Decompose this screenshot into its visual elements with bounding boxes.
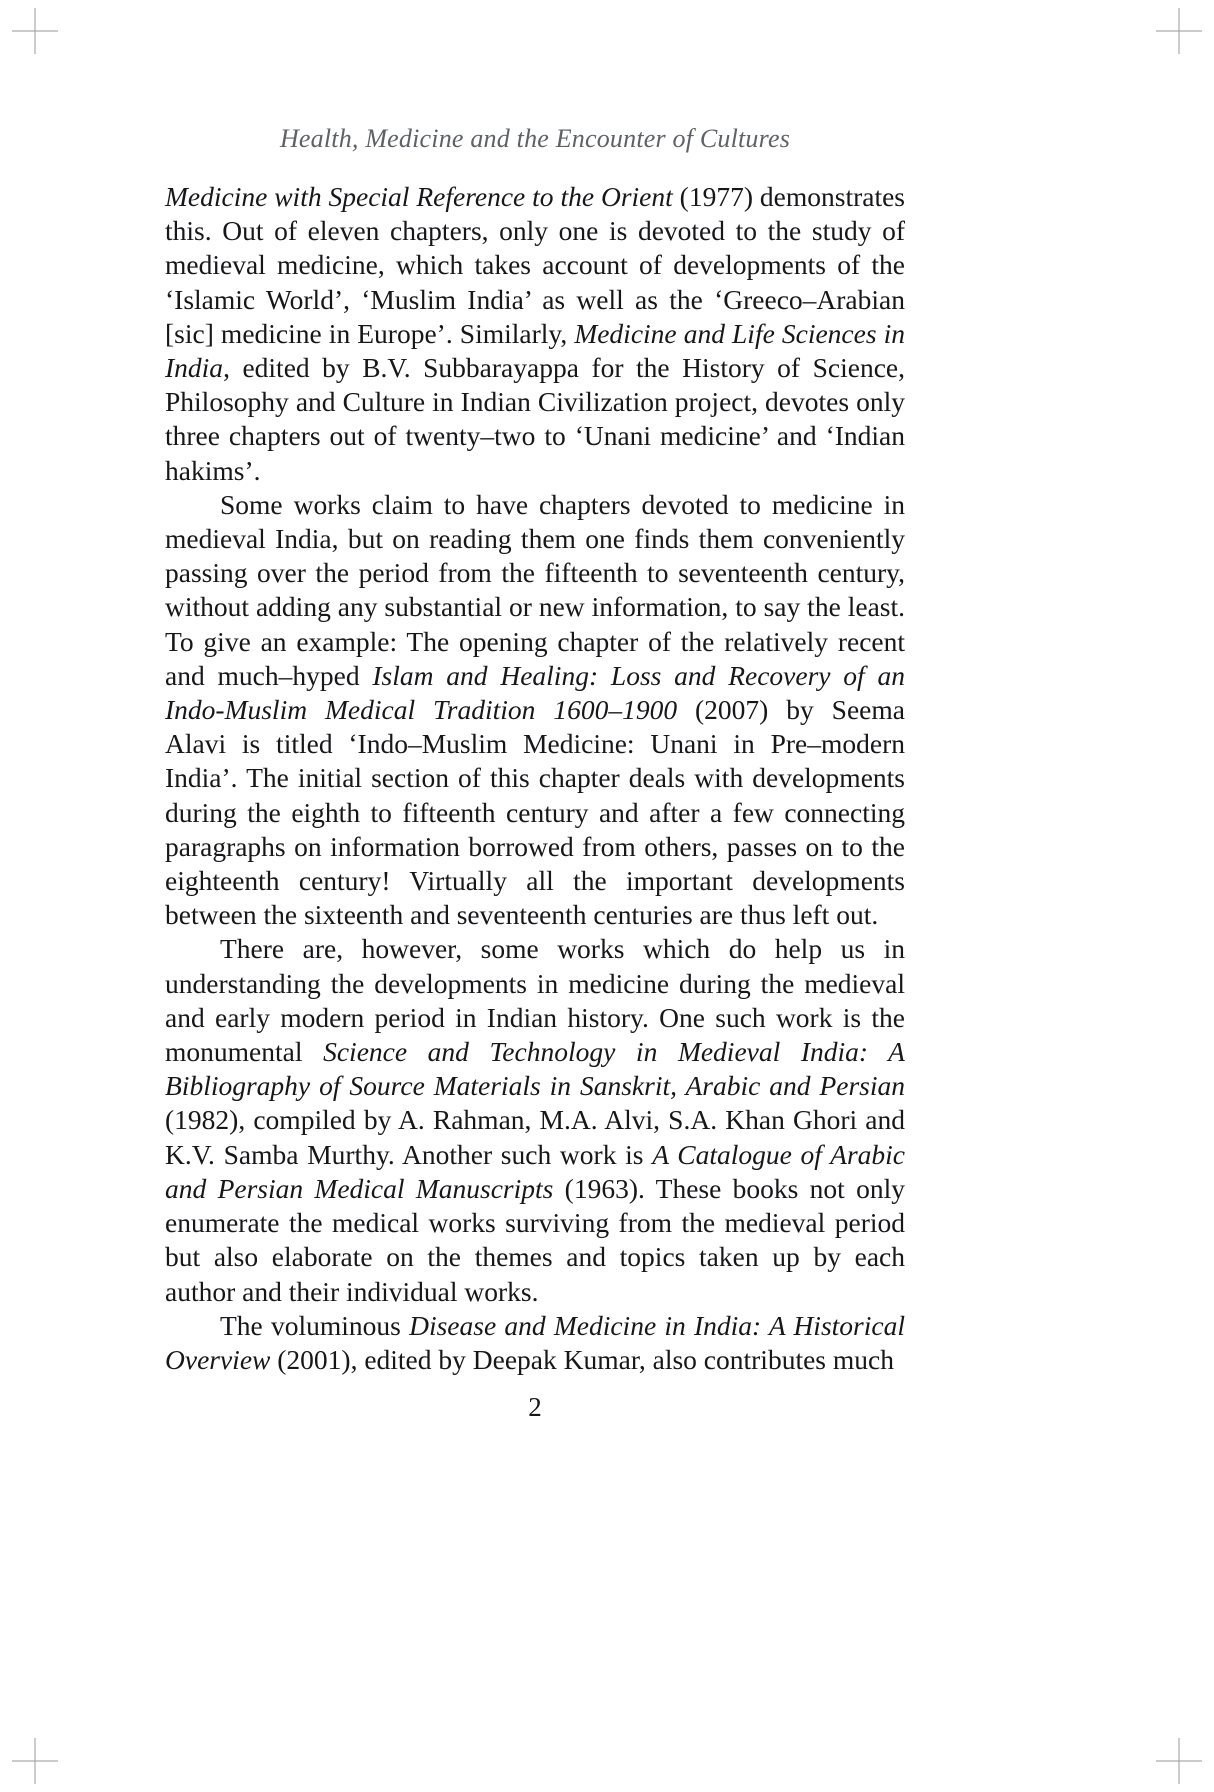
text-run: , edited by B.V. Subbarayappa for the History of Science, Philosophy and Culture in Indian Civilization project, devotes only three chapters out of twenty–two to ‘Unani medicine’ and ‘Indian hakims’. (165, 352, 905, 486)
text-run: (1977) demonstrates this. Out of eleven chapters, only one is devoted to the study of medieval medicine, which takes account of developments of the ‘Islamic World’, ‘Muslim India’ as well as the ‘Greeco–Arabian [sic] medicine in Europe’. Similarly, (165, 181, 905, 349)
title-italic-run: Disease and Medicine in India: A Historical Overview (165, 1309, 905, 1375)
paragraph (165, 180, 905, 488)
paragraph (165, 932, 905, 1308)
text-run: Some works claim to have chapters devoted to medicine in medieval India, but on reading them one finds them conveniently passing over the period from the fifteenth to seventeenth century, without adding any substantial or new information, to say the least. To give an example: The opening chapter of the relatively recent and much–hyped (165, 488, 905, 691)
title-italic-run: Science and Technology in Medieval India: A Bibliography of Source Materials in Sanskrit, Arabic and Persian (165, 1036, 905, 1102)
title-italic-run: A Catalogue of Arabic and Persian Medical Manuscripts (165, 1138, 905, 1204)
crop-mark-bottom-left (12, 1738, 58, 1784)
title-italic-run: Medicine with Special Reference to the Orient (165, 181, 673, 212)
text-run: (1982), compiled by A. Rahman, M.A. Alvi, S.A. Khan Ghori and K.V. Samba Murthy. Another such work is (165, 1104, 905, 1170)
paragraph (165, 1309, 905, 1377)
text-run: (2001), edited by Deepak Kumar, also contributes much (270, 1343, 894, 1375)
text-run: (2007) by Seema Alavi is titled ‘Indo–Muslim Medicine: Unani in Pre–modern India’. The initial section of this chapter deals with developments during the eighth to fifteenth century and after a few connecting paragraphs on information borrowed from others, passes on to the eighteenth century! Virtually all the important developments between the sixteenth and seventeenth centuries are thus left out. (165, 694, 905, 931)
running-head: Health, Medicine and the Encounter of Cultures (279, 124, 791, 153)
body-text (165, 180, 905, 1377)
page-content (165, 0, 905, 1792)
crop-mark-bottom-right (1156, 1738, 1202, 1784)
page-number: 2 (528, 1392, 542, 1422)
text-run: The voluminous (220, 1309, 410, 1341)
paragraph (165, 488, 905, 933)
title-italic-run: Medicine and Life Sciences in India (165, 317, 905, 384)
text-run: (1963). These books not only enumerate the medical works surviving from the medieval period but also elaborate on the themes and topics taken up by each author and their individual works. (165, 1172, 905, 1307)
crop-mark-top-right (1156, 8, 1202, 54)
text-run: There are, however, some works which do help us in understanding the developments in medicine during the medieval and early modern period in Indian history. One such work is the monumental (165, 933, 905, 1068)
title-italic-run: Islam and Healing: Loss and Recovery of an Indo-Muslim Medical Tradition 1600–1900 (165, 659, 905, 726)
crop-mark-top-left (12, 8, 58, 54)
